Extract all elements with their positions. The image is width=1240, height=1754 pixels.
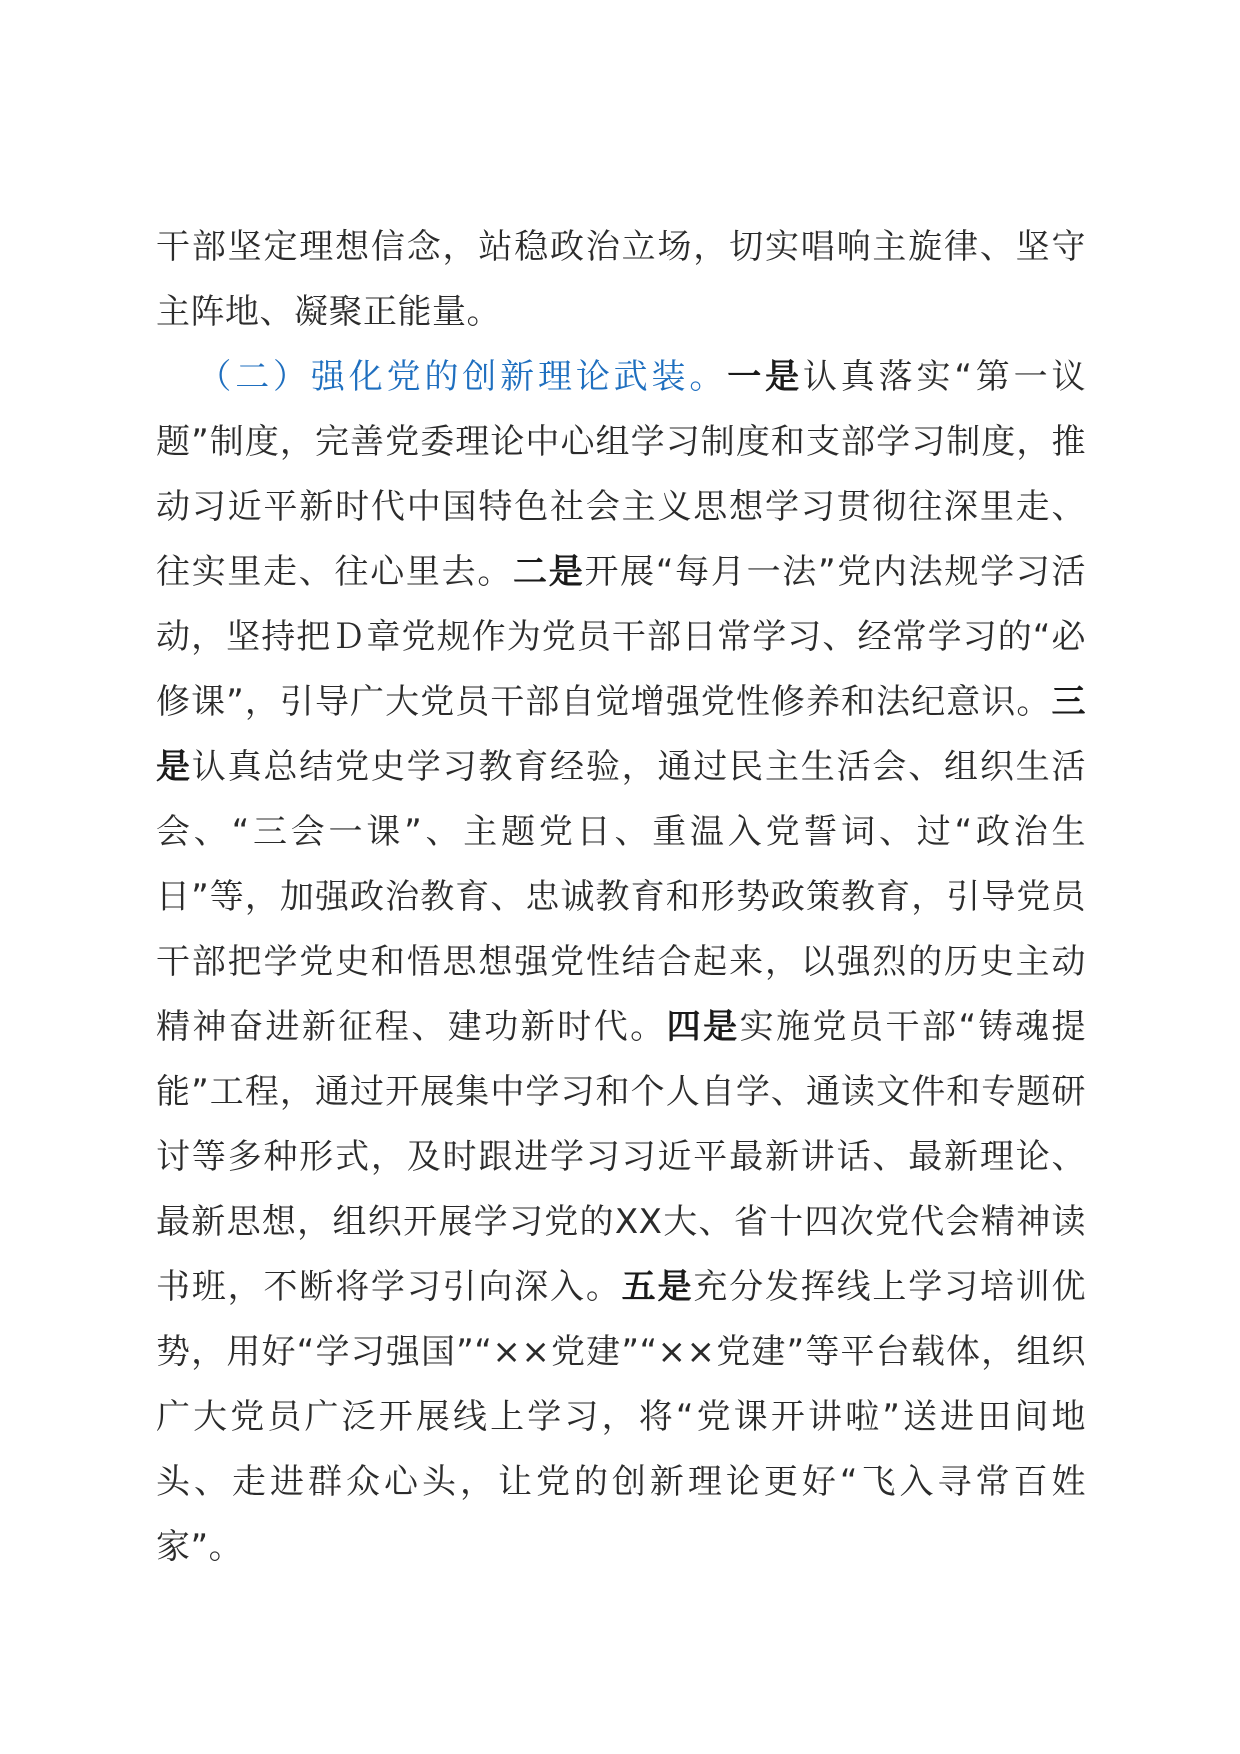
section-heading: （二）强化党的创新理论武装。 [194, 357, 728, 397]
point-5-ordinal: 五是 [621, 1267, 694, 1307]
point-5-text: 充分发挥线上学习培训优势，用好“学习强国”“××党建”“××党建”等平台载体，组织广大党员广泛开展线上学习，将“党课开讲啦”送进田间地头、走进群众心头，让党的创新理论更好“飞入寻常百姓家”。 [156, 1267, 1087, 1567]
continuation-paragraph [156, 215, 1086, 345]
point-3-ordinal: 三是 [156, 682, 1086, 787]
point-1-ordinal: 一是 [727, 357, 803, 397]
point-3-text: 认真总结党史学习教育经验，通过民主生活会、组织生活会、“三会一课”、主题党日、重温入党誓词、过“政治生日”等，加强政治教育、忠诚教育和形势政策教育，引导党员干部把学党史和悟思想强党性结合起来，以强烈的历史主动精神奋进新征程、建功新时代。 [156, 747, 1087, 1047]
point-2-ordinal: 二是 [513, 552, 585, 592]
point-2-text: 开展“每月一法”党内法规学习活动，坚持把Ｄ章党规作为党员干部日常学习、经常学习的“必修课”，引导广大党员干部自觉增强党性修养和法纪意识。 [156, 552, 1087, 722]
point-4-text: 实施党员干部“铸魂提能”工程，通过开展集中学习和个人自学、通读文件和专题研讨等多种形式，及时跟进学习习近平最新讲话、最新理论、最新思想，组织开展学习党的XX大、省十四次党代会精神读书班，不断将学习引向深入。 [156, 1007, 1086, 1307]
continuation-text: 干部坚定理想信念，站稳政治立场，切实唱响主旋律、坚守主阵地、凝聚正能量。 [156, 227, 1086, 332]
section-paragraph [156, 345, 1086, 1580]
point-1-text: 认真落实“第一议题”制度，完善党委理论中心组学习制度和支部学习制度，推动习近平新时代中国特色社会主义思想学习贯彻往深里走、往实里走、往心里去。 [156, 357, 1086, 592]
point-4-ordinal: 四是 [666, 1007, 740, 1047]
